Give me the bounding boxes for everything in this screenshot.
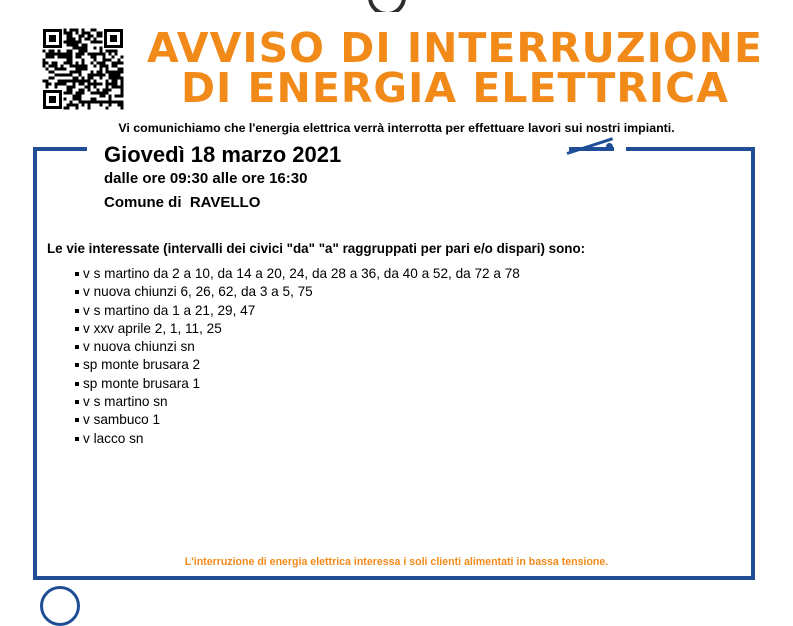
- bullet-icon: [75, 272, 79, 276]
- intro-text: Vi comunichiamo che l'energia elettrica verrà interrotta per effettuare lavori sui nostri impianti.: [118, 121, 675, 135]
- list-item: [75, 393, 520, 411]
- title-line-2: DI ENERGIA ELETTRICA: [180, 64, 730, 112]
- streets-intro: Le vie interessate (intervalli dei civici "da" "a" raggruppati per pari e/o dispari) sono:: [47, 241, 586, 256]
- list-item: [75, 375, 520, 393]
- street-text: sp monte brusara 2: [83, 357, 201, 373]
- footer-note: L'interruzione di energia elettrica interessa i soli clienti alimentati in bassa tensione.: [184, 556, 609, 568]
- list-item: [75, 265, 520, 283]
- street-text: sp monte brusara 1: [83, 375, 201, 391]
- bullet-icon: [75, 437, 79, 441]
- street-text: v lacco sn: [83, 430, 144, 446]
- notice-title: [130, 24, 780, 112]
- street-text: v nuova chiunzi 6, 26, 62, da 3 a 5, 75: [83, 284, 313, 300]
- bullet-icon: [75, 327, 79, 331]
- list-item: [75, 320, 520, 338]
- title-line-1: AVVISO DI INTERRUZIONE: [146, 24, 764, 72]
- street-text: v s martino sn: [83, 394, 168, 410]
- bullet-icon: [75, 290, 79, 294]
- bullet-icon: [75, 382, 79, 386]
- bottom-logo-icon: [40, 586, 80, 626]
- list-item: [75, 356, 520, 374]
- street-text: v s martino da 2 a 10, da 14 a 20, 24, da 28 a 36, da 40 a 52, da 72 a 78: [83, 266, 520, 281]
- list-item: [75, 283, 520, 301]
- bullet-icon: [75, 345, 79, 349]
- interruption-time: dalle ore 09:30 alle ore 16:30: [104, 170, 308, 187]
- top-logo-strip: [128, 0, 738, 12]
- frame-gap-right: [614, 146, 626, 152]
- logo-fragment-icon: [368, 0, 406, 12]
- bullet-icon: [75, 400, 79, 404]
- street-text: v sambuco 1: [83, 412, 161, 428]
- list-item: [75, 338, 520, 356]
- comune-label: Comune di RAVELLO: [104, 194, 261, 211]
- bullet-icon: [75, 418, 79, 422]
- interruption-date: Giovedì 18 marzo 2021: [104, 142, 342, 167]
- list-item: [75, 302, 520, 320]
- bullet-icon: [75, 309, 79, 313]
- list-item: [75, 411, 520, 429]
- list-item: [75, 430, 520, 448]
- street-text: v s martino da 1 a 21, 29, 47: [83, 302, 256, 318]
- bullet-icon: [75, 363, 79, 367]
- pen-dot-icon: [606, 143, 613, 150]
- street-text: v xxv aprile 2, 1, 11, 25: [83, 320, 222, 336]
- streets-list: [75, 265, 520, 448]
- qr-code-icon[interactable]: [42, 28, 124, 110]
- street-text: v nuova chiunzi sn: [83, 339, 195, 355]
